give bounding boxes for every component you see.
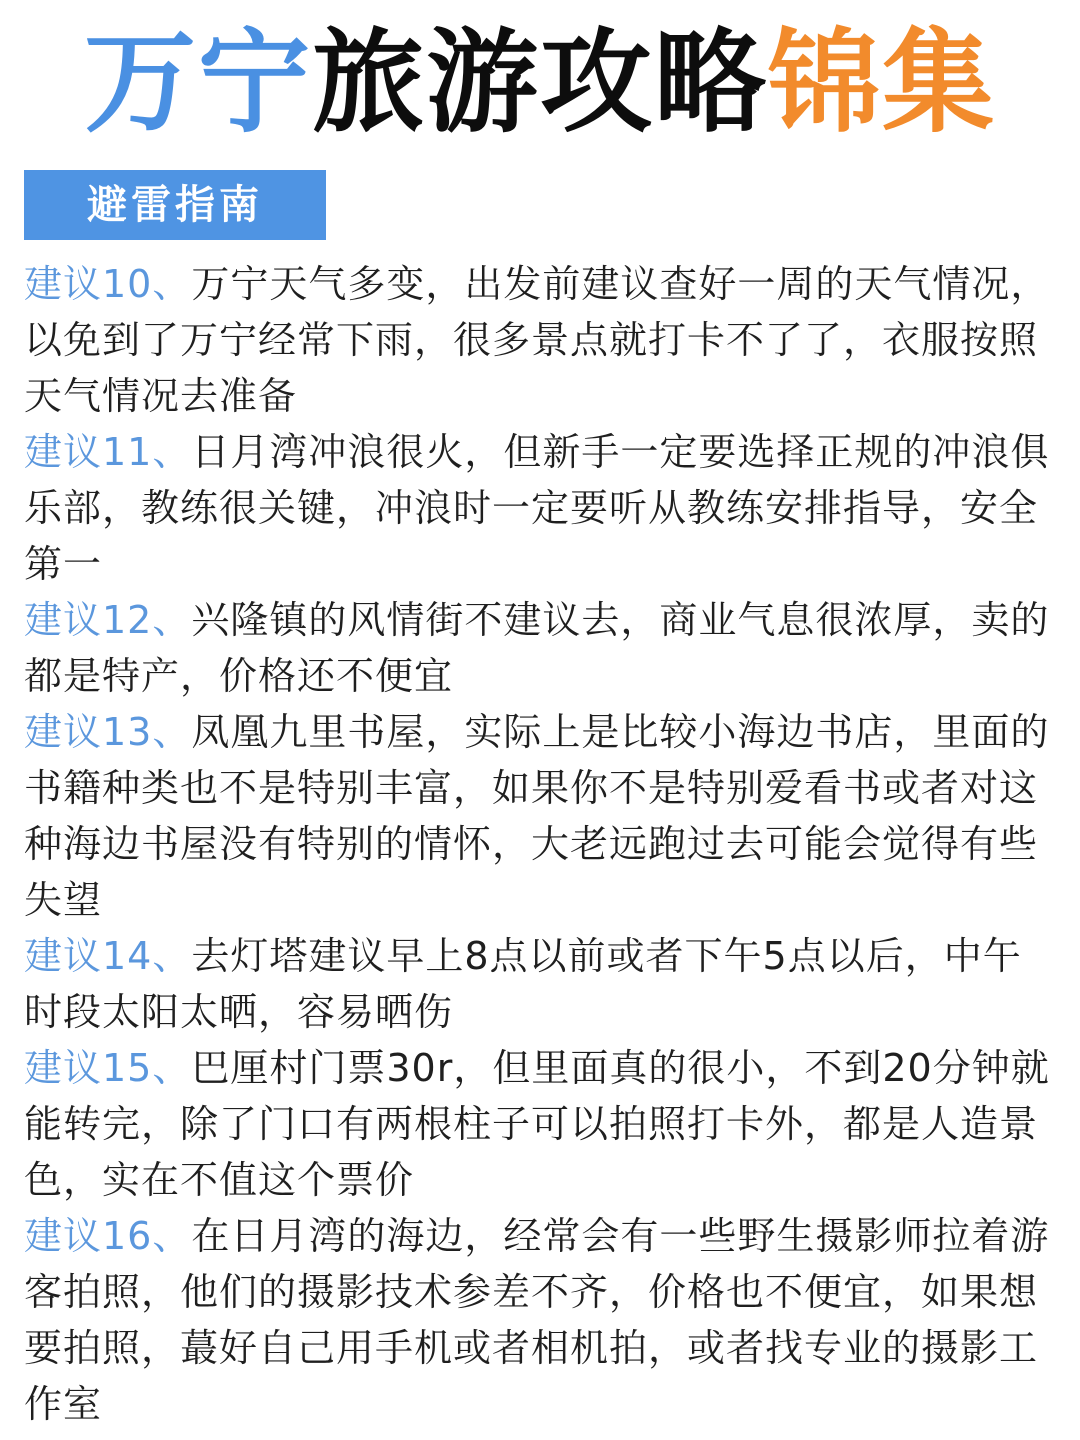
title-collection-word: 锦集 [768,18,996,148]
tip-label: 建议16、 [24,1214,192,1258]
tip-label: 建议14、 [24,934,192,978]
tip-label: 建议13、 [24,710,192,754]
title-guide-word: 旅游攻略 [312,18,768,148]
section-tag: 避雷指南 [24,170,326,240]
page-title [0,18,1080,148]
tip-item [24,592,1060,704]
tip-text: 日月湾冲浪很火，但新手一定要选择正规的冲浪俱乐部，教练很关键，冲浪时一定要听从教练安排指导，安全第一 [24,430,1050,586]
tip-text: 去灯塔建议早上8点以前或者下午5点以后，中午时段太阳太晒，容易晒伤 [24,934,1022,1034]
tip-text: 兴隆镇的风情街不建议去，商业气息很浓厚，卖的都是特产，价格还不便宜 [24,598,1050,698]
tip-text: 凤凰九里书屋，实际上是比较小海边书店，里面的书籍种类也不是特别丰富，如果你不是特别爱看书或者对这种海边书屋没有特别的情怀，大老远跑过去可能会觉得有些失望 [24,710,1050,922]
tip-item [24,928,1060,1040]
tip-text: 巴厘村门票30r，但里面真的很小，不到20分钟就能转完，除了门口有两根柱子可以拍照打卡外，都是人造景色，实在不值这个票价 [24,1046,1050,1202]
tip-label: 建议10、 [24,262,192,306]
tip-text: 万宁天气多变，出发前建议查好一周的天气情况，以免到了万宁经常下雨，很多景点就打卡不了了，衣服按照天气情况去准备 [24,262,1050,418]
tip-item [24,1040,1060,1208]
tip-item [24,256,1060,424]
tip-label: 建议11、 [24,430,192,474]
tip-text: 在日月湾的海边，经常会有一些野生摄影师拉着游客拍照，他们的摄影技术参差不齐，价格也不便宜，如果想要拍照，蕞好自己用手机或者相机拍，或者找专业的摄影工作室 [24,1214,1050,1426]
tip-label: 建议15、 [24,1046,192,1090]
title-place-name: 万宁 [84,18,312,148]
tip-item [24,704,1060,928]
tip-item [24,1208,1060,1432]
tips-list [24,256,1060,1432]
tip-item [24,424,1060,592]
tip-label: 建议12、 [24,598,192,642]
